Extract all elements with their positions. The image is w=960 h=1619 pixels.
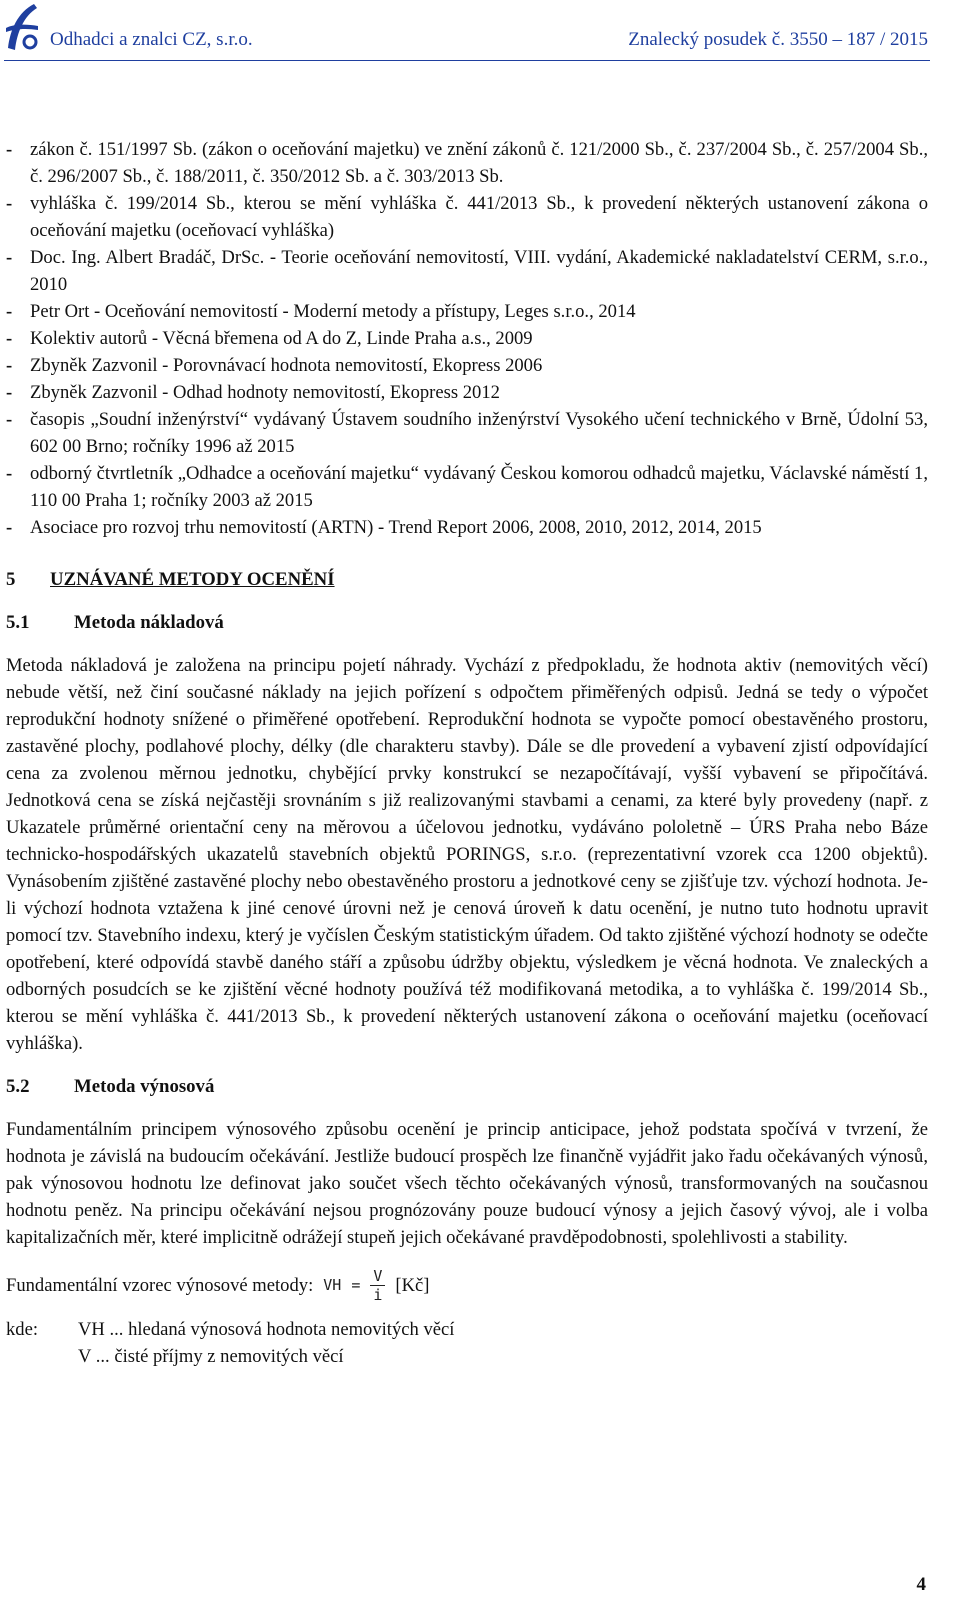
formula-denominator: i <box>373 1286 383 1304</box>
section-5-1-text: Metoda nákladová je založena na principu pojetí náhrady. Vychází z předpokladu, že hodnota aktiv (nemovitých věcí) nebude větší, než činí současné náklady na jejich pořízení s odpočtem přiměřených odpisů. Jedná se tedy o výpočet reprodukční hodnoty snížené o přiměřené opotřebení. Reprodukční hodnota se vypočte pomocí obestavěného prostoru, zastavěné plochy, podlahové plochy, délky (dle charakteru stavby). Dále se dle provedení a vybavení zjistí odpovídající cena za zvolenou měrnou jednotku, chybějící prvky konstrukcí se nezapočítávají, vyšší vybavení se připočítává. Jednotková cena se získá nejčastěji srovnáním s již realizovanými stavbami a cenami, za které byly provedeny (např. z Ukazatele průměrné orientační ceny na měrovou a účelovou jednotku, vydáváno pololetně – ÚRS Praha nebo Báze technicko-hospodářských ukazatelů stavebních objektů PORINGS, s.r.o. (reprezentativní vzorek cca 1200 objektů). Vynásobením zjištěné zastavěné plochy nebo obestavěného prostoru a jednotkové ceny se zjišťuje tzv. výchozí hodnota. Je-li výchozí hodnota vztažena k jiné cenové úrovni než je cenová úroveň k datu ocenění, je nutno tuto hodnotu upravit pomocí tzv. Stavebního indexu, který je vyčíslen Českým statistickým úřadem. Od takto zjištěné výchozí hodnoty se odečte opotřebení, které odpovídá stavbě daného stáří a způsobu údržby objektu, výsledkem je věcná hodnota. Ve znaleckých a odborných posudcích se ke zjištění věcné hodnoty používá též modifikovaná metodika, a to vyhláška č. 199/2014 Sb., kterou se mění vyhláška č. 441/2013 Sb., k provedení některých ustanovení zákona o oceňování majetku (oceňovací vyhláška). <box>6 655 928 1054</box>
formula-line <box>6 1267 928 1304</box>
reference-item: - Doc. Ing. Albert Bradáč, DrSc. - Teorie oceňování nemovitostí, VIII. vydání, Akademické nakladatelství CERM, s.r.o., 2010 <box>6 247 928 295</box>
section-number: 5 <box>6 569 16 590</box>
section-title: Metoda výnosová <box>74 1076 215 1097</box>
reference-item: - Zbyněk Zazvonil - Porovnávací hodnota nemovitostí, Ekopress 2006 <box>6 355 543 376</box>
reference-list <box>6 136 928 541</box>
company-name: Odhadci a znalci CZ, s.r.o. <box>50 29 253 50</box>
reference-item: - Asociace pro rozvoj trhu nemovitostí (ARTN) - Trend Report 2006, 2008, 2010, 2012, 2014, 2015 <box>6 517 762 538</box>
reference-item: - zákon č. 151/1997 Sb. (zákon o oceňování majetku) ve znění zákonů č. 121/2000 Sb., č. 237/2004 Sb., č. 257/2004 Sb., č. 296/2007 Sb., č. 188/2011, č. 350/2012 Sb. a č. 303/2013 Sb. <box>6 139 928 187</box>
reference-item: - Petr Ort - Oceňování nemovitostí - Moderní metody a přístupy, Leges s.r.o., 2014 <box>6 301 636 322</box>
reference-item: - Zbyněk Zazvonil - Odhad hodnoty nemovitostí, Ekopress 2012 <box>6 382 500 403</box>
legend-label: kde: <box>6 1319 39 1340</box>
section-5-2-text: Fundamentálním principem výnosového způsobu ocenění je princip anticipace, jehož podstata spočívá v tvrzení, že hodnota je závislá na budoucím očekávání. Jestliže budoucí prospěch lze finančně vyjádřit jako řadu očekávaných výnosů, pak výnosovou hodnotu lze definovat jako součet všech těchto očekávaných výnosů, transformovaných na současnou hodnotu peněz. Na principu očekávání nejsou prognózovány pouze budoucí výnosy a jejich časový vývoj, ale i volba kapitalizačních měr, které implicitně odrážejí stupeň jejich očekávané pravděpodobnosti, spolehlivosti a stability. <box>6 1119 928 1248</box>
formula-lhs: VH <box>323 1276 342 1294</box>
formula-label: Fundamentální vzorec výnosové metody: <box>6 1275 314 1296</box>
formula-numerator: V <box>370 1267 385 1286</box>
formula-equals: = <box>351 1276 361 1294</box>
page-number: 4 <box>916 1574 926 1595</box>
section-5-1-heading <box>6 609 928 636</box>
company-logo-icon <box>4 2 40 54</box>
header-divider <box>4 60 930 61</box>
formula-fraction <box>370 1267 385 1304</box>
formula-legend <box>6 1316 928 1370</box>
section-5-heading <box>6 566 928 593</box>
section-number: 5.2 <box>6 1076 30 1097</box>
section-number: 5.1 <box>6 612 30 633</box>
legend-item: V ... čisté příjmy z nemovitých věcí <box>78 1346 344 1367</box>
reference-item: - časopis „Soudní inženýrství“ vydávaný Ústavem soudního inženýrství Vysokého učení technického v Brně, Údolní 53, 602 00 Brno; ročníky 1996 až 2015 <box>6 409 928 457</box>
section-5-2-heading <box>6 1073 928 1100</box>
formula-unit: [Kč] <box>395 1275 430 1296</box>
income-formula <box>323 1267 385 1304</box>
reference-item: - vyhláška č. 199/2014 Sb., kterou se mění vyhláška č. 441/2013 Sb., k provedení některých ustanovení zákona o oceňování majetku (oceňovací vyhláška) <box>6 193 928 241</box>
page-header <box>0 0 960 64</box>
page-content <box>6 136 928 1370</box>
report-number: Znalecký posudek č. 3550 – 187 / 2015 <box>628 29 928 50</box>
reference-item: - odborný čtvrtletník „Odhadce a oceňování majetku“ vydávaný Českou komorou odhadců majetku, Václavské náměstí 1, 110 00 Praha 1; ročníky 2003 až 2015 <box>6 463 928 511</box>
section-title: UZNÁVANÉ METODY OCENĚNÍ <box>50 569 335 590</box>
legend-item: VH ... hledaná výnosová hodnota nemovitých věcí <box>78 1319 455 1340</box>
section-title: Metoda nákladová <box>74 612 224 633</box>
reference-item: - Kolektiv autorů - Věcná břemena od A do Z, Linde Praha a.s., 2009 <box>6 328 533 349</box>
